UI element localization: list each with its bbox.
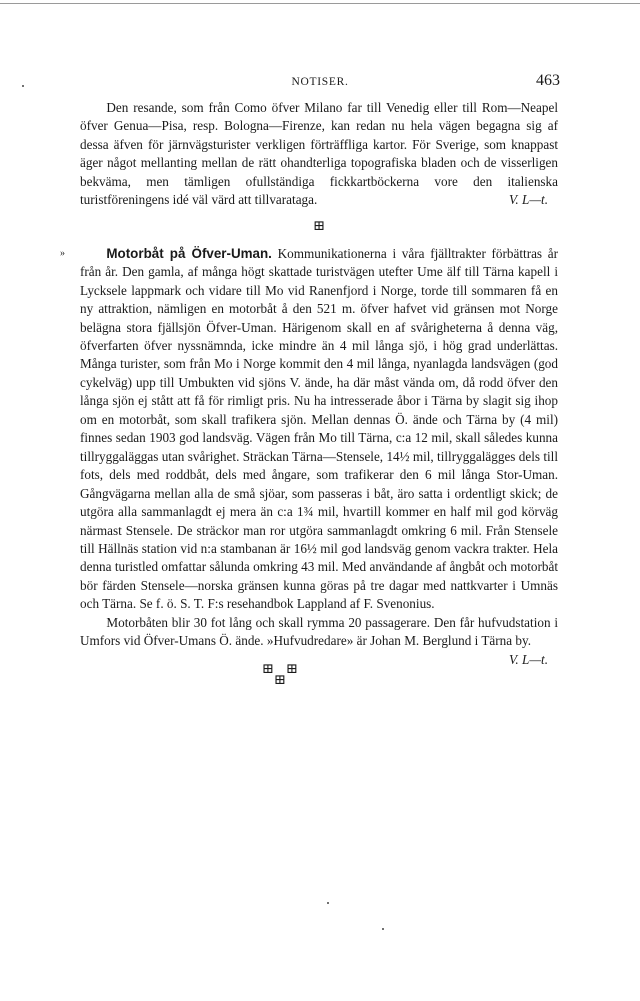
intro-text: Den resande, som från Como öfver Milano far till Venedig eller till Rom—Neapel öfver Genua—Pisa, resp. Bologna—Firenze, kan redan nu hela vägen begagna sig af dessa äfven för järnvägsturister verkligen förträffliga kartor. För Sverige, som knappast äger något mellanting mellan de rätt ohandterliga topografiska bladen och de visserligen bekväma, men tämligen ofullständiga fickkartböckerna vore den italienska turistföreningens idé väl värd att tillvarataga. (80, 100, 558, 208)
section-ornament: ⊞ (313, 218, 325, 234)
intro-signature: V. L—t. (509, 192, 548, 208)
article-paragraph-2 (80, 614, 558, 667)
article-signature: V. L—t. (509, 651, 548, 667)
paper-speck (22, 85, 24, 87)
page-header (80, 72, 560, 94)
end-ornament-right: ⊞ (286, 661, 298, 677)
page-number: 463 (536, 72, 560, 89)
end-ornament (80, 661, 558, 695)
article-title: Motorbåt på Öfver-Uman. (106, 245, 272, 261)
paper-speck (382, 928, 384, 930)
page-body (60, 99, 559, 695)
top-rule (0, 3, 640, 4)
margin-mark: » (60, 247, 65, 259)
running-head: NOTISER. (291, 76, 349, 88)
article-paragraph-1-text: Kommunikationerna i våra fjälltrakter förbättras år från år. Den gamla, af många högt skattade turistvägen utefter Ume älf till Tärna kapell i Lycksele lappmark och vidare till Mo vid Ranenfjord i Norge, torde till sommaren få en ny attraktion, nämligen en motorbåt å den 521 m. öfver hafvet vid gränsen mot Norge belägna stora fjällsjön Öfver-Uman. Härigenom skall en af svårigheterna å denna väg, öfverfarten öfver nyssnämnda, icke mindre än 4 mil långa sjö, i hög grad underlättas. Många turister, som från Mo i Norge kommit den 4 mil långa, nyanlagda landsvägen (god cykelväg) upp till Umbukten vid sjöns V. ände, ha där måst vända om, då rodd öfver den långa sjön ej stått att få för rimligt pris. Nu ha intresserade åbor i Tärna by slagit sig ihop om en motorbåt, som skall trafikera sjön. Mellan dennas Ö. ände och Tärna by (4 mil) finnes sedan 1903 god landsväg. Vägen från Mo till Tärna, c:a 12 mil, skall således kunna tillryggaläggas utan svårighet. Sträckan Tärna—Stensele, 14½ mil, tillryggalägges dels till fots, dels med roddbåt, dels med ångare, som trafikerar den 6 mil långa Stor-Uman. Gångvägarna mellan alla de små sjöar, som passeras i båt, äro satta i ordentligt skick; de utgöra alla sammanlagdt ej mera än c:a 1¾ mil, hvartill kommer en half mil god körväg närmast Stensele. De sträckor man ror utgöra sammanlagdt omkring 6 mil. Från Stensele till Hällnäs station vid n:a stambanan är 16½ mil god landsväg genom vackra trakter. Hela denna turistled omfattar sålunda omkring 43 mil. Med användande af ångbåt och motorbåt bör färden Stensele—norska gränsen kunna göras på tre dagar med nattkvarter i Umnäs och Tärna. Se f. ö. S. T. F:s resehandbok Lappland af F. Svenonius. (80, 245, 559, 612)
paper-speck (327, 902, 329, 904)
end-ornament-center: ⊞ (274, 672, 286, 688)
motorboat-article (60, 245, 559, 667)
intro-paragraph (80, 99, 558, 210)
article-paragraph-1 (80, 245, 558, 614)
article-paragraph-2-text: Motorbåten blir 30 fot lång och skall rymma 20 passagerare. Den får hufvudstation i Umfors vid Öfver-Umans Ö. ände. »Hufvudredare» är Johan M. Berglund i Tärna by. (80, 614, 558, 649)
end-ornament-left: ⊞ (262, 661, 274, 677)
